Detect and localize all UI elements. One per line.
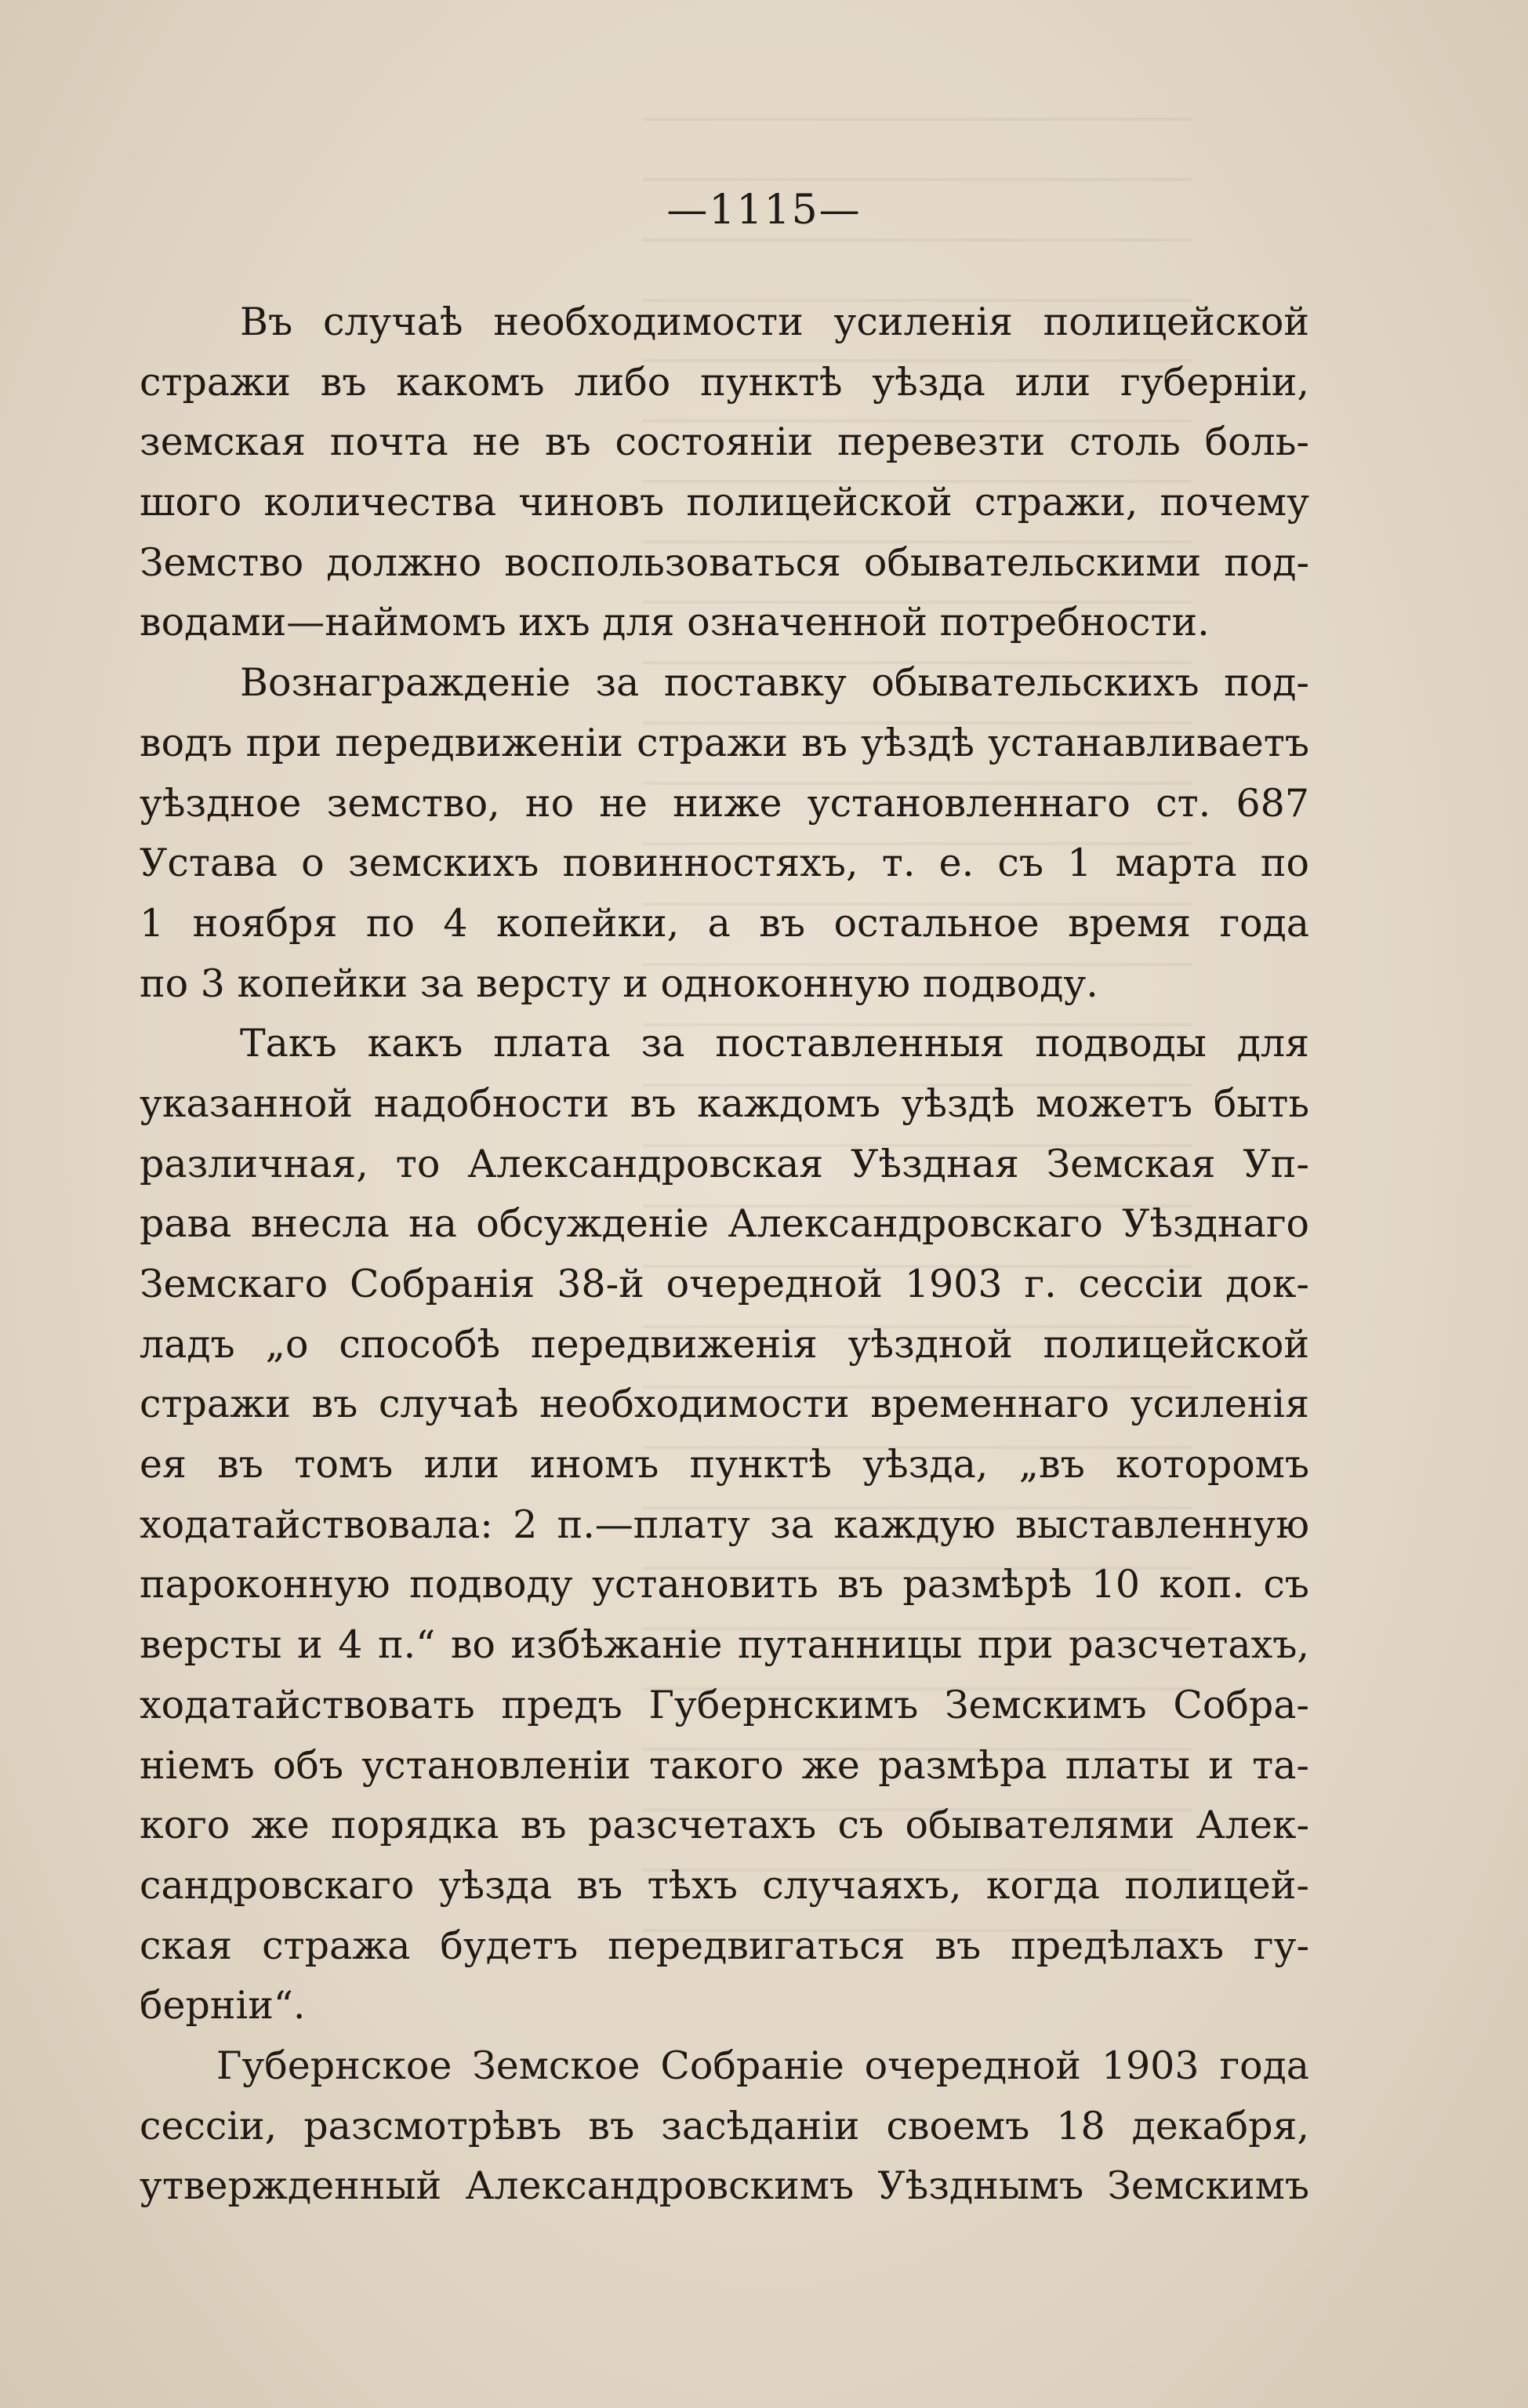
paragraph-1-line-6: водами—наймомъ ихъ для означенной потребности. <box>140 600 1210 645</box>
paragraph-3-line-9: ходатайствовала: 2 п.—плату за каждую выставленную <box>140 1502 1309 1547</box>
paragraph-3-line-12: ходатайствовать предъ Губернскимъ Земскимъ Собра- <box>140 1682 1309 1727</box>
body-text <box>140 292 1309 2217</box>
paragraph-2-line-6: по 3 копейки за версту и одноконную подводу. <box>140 961 1098 1006</box>
paragraph-3-line-14: кого же порядка въ разсчетахъ съ обывателями Алек- <box>140 1803 1309 1848</box>
paragraph-3-line-7: стражи въ случаѣ необходимости временнаго усиленія <box>140 1382 1309 1427</box>
paragraph-2-line-5: 1 ноября по 4 копейки, а въ остальное время года <box>140 900 1309 946</box>
paragraph-4-line-3: утвержденный Александровскимъ Уѣзднымъ Земскимъ <box>140 2163 1309 2209</box>
paragraph-1-line-4: шого количества чиновъ полицейской стражи, почему <box>140 480 1309 525</box>
paragraph-3-line-13: ніемъ объ установленіи такого же размѣра платы и та- <box>140 1742 1309 1788</box>
paragraph-2-line-1: Вознагражденіе за поставку обывательскихъ под- <box>240 660 1309 706</box>
paragraph-3-line-8: ея въ томъ или иномъ пунктѣ уѣзда, „въ которомъ <box>140 1442 1309 1487</box>
paragraph-3-line-1: Такъ какъ плата за поставленныя подводы для <box>240 1021 1309 1066</box>
paragraph-3-line-6: ладъ „о способѣ передвиженія уѣздной полицейской <box>140 1321 1309 1367</box>
page-number: —1115— <box>666 187 862 234</box>
paragraph-4-line-1: Губернское Земское Собраніе очередной 1903 года <box>216 2043 1309 2088</box>
paragraph-1-line-2: стражи въ какомъ либо пунктѣ уѣзда или губерніи, <box>140 359 1309 405</box>
paragraph-2-line-3: уѣздное земство, но не ниже установленнаго ст. 687 <box>140 780 1309 826</box>
paragraph-3-line-3: различная, то Александровская Уѣздная Земская Уп- <box>140 1141 1309 1186</box>
paragraph-4-line-2: сессіи, разсмотрѣвъ въ засѣданіи своемъ 18 декабря, <box>140 2103 1309 2148</box>
paragraph-3-line-15: сандровскаго уѣзда въ тѣхъ случаяхъ, когда полицей- <box>140 1862 1309 1908</box>
paragraph-1-line-5: Земство должно воспользоваться обывательскими под- <box>140 539 1309 585</box>
paragraph-2-line-2: водъ при передвиженіи стражи въ уѣздѣ устанавливаетъ <box>140 720 1309 765</box>
paragraph-1-line-3: земская почта не въ состояніи перевезти столь боль- <box>140 419 1309 465</box>
paragraph-3-line-4: рава внесла на обсужденіе Александровскаго Уѣзднаго <box>140 1201 1309 1247</box>
paragraph-3-line-16: ская стража будетъ передвигаться въ предѣлахъ гу- <box>140 1923 1309 1968</box>
paragraph-3-line-5: Земскаго Собранія 38-й очередной 1903 г. сессіи док- <box>140 1262 1309 1306</box>
paragraph-3-line-17: берніи“. <box>140 1983 306 2028</box>
paragraph-3-line-2: указанной надобности въ каждомъ уѣздѣ можетъ быть <box>140 1081 1309 1126</box>
paragraph-3-line-11: версты и 4 п.“ во избѣжаніе путанницы при разсчетахъ, <box>140 1622 1309 1668</box>
paragraph-1-line-1: Въ случаѣ необходимости усиленія полицейской <box>240 300 1309 344</box>
paragraph-3-line-10: пароконную подводу установить въ размѣрѣ 10 коп. съ <box>140 1562 1309 1607</box>
paragraph-2-line-4: Устава о земскихъ повинностяхъ, т. е. съ 1 марта по <box>140 841 1309 886</box>
